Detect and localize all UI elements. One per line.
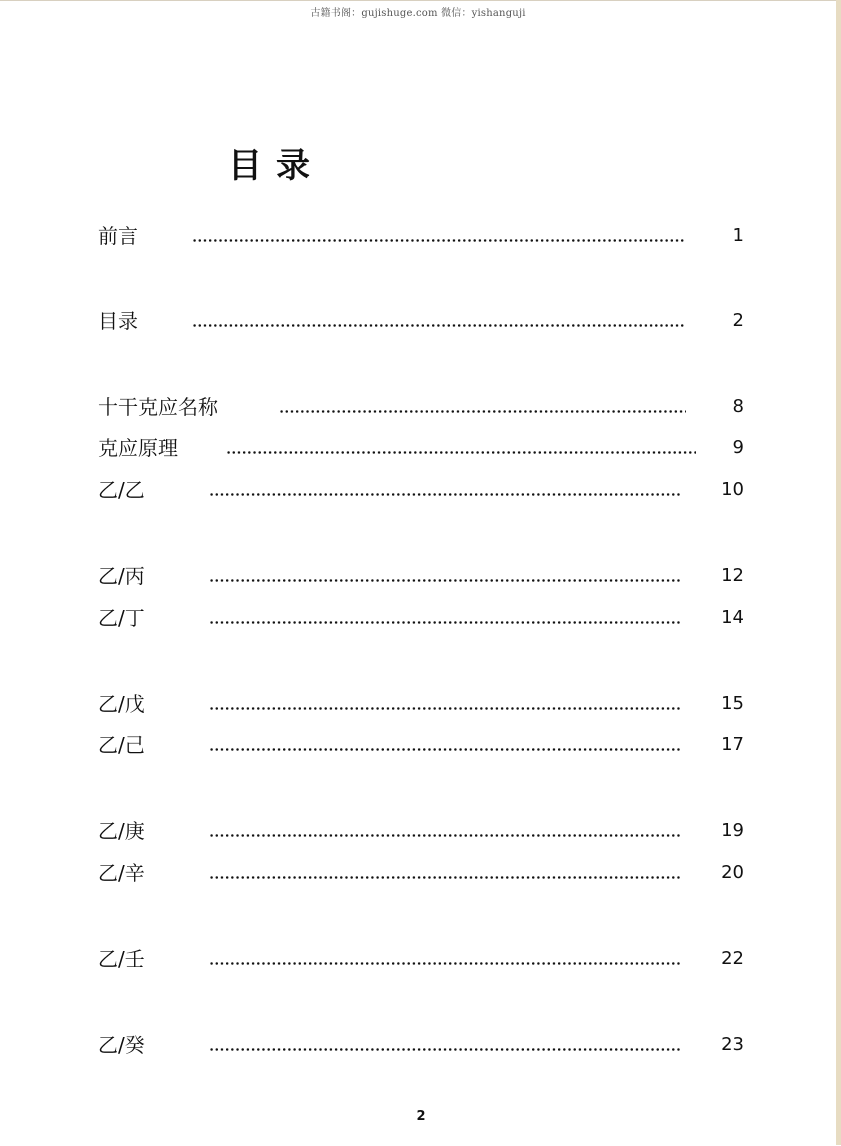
toc-dot-leader bbox=[192, 239, 686, 242]
toc-dot-leader bbox=[209, 748, 681, 751]
toc-dot-leader bbox=[209, 876, 681, 879]
toc-dot-leader bbox=[209, 834, 681, 837]
watermark-header: 古籍书阁：gujishuge.com 微信：yishanguji bbox=[310, 8, 526, 19]
toc-entry-page: 10 bbox=[721, 479, 744, 500]
toc-dot-leader bbox=[209, 579, 681, 582]
toc-entry-label: 乙/癸 bbox=[98, 1033, 145, 1057]
toc-dot-leader bbox=[192, 324, 686, 327]
toc-entry-label: 乙/辛 bbox=[98, 861, 145, 885]
toc-dot-leader bbox=[209, 1048, 681, 1051]
toc-entry-page: 23 bbox=[721, 1034, 744, 1055]
toc-dot-leader bbox=[209, 621, 681, 624]
toc-entry-yi-wu[interactable] bbox=[0, 689, 836, 719]
toc-entry-yi-gui[interactable] bbox=[0, 1030, 836, 1060]
toc-entry-label: 前言 bbox=[98, 224, 138, 248]
toc-entry-label: 乙/己 bbox=[98, 733, 145, 757]
toc-dot-leader bbox=[209, 962, 681, 965]
toc-title: 目录 bbox=[228, 146, 324, 186]
toc-entry-page: 9 bbox=[732, 437, 744, 458]
toc-entry-label: 目录 bbox=[98, 309, 138, 333]
page-number: 2 bbox=[416, 1109, 426, 1124]
toc-entry-page: 12 bbox=[721, 565, 744, 586]
toc-entry-page: 20 bbox=[721, 862, 744, 883]
toc-entry-yi-geng[interactable] bbox=[0, 816, 836, 846]
toc-entry-page: 14 bbox=[721, 607, 744, 628]
toc-entry-yi-yi[interactable] bbox=[0, 475, 836, 505]
toc-entry-page: 1 bbox=[732, 225, 744, 246]
toc-entry-label: 乙/丁 bbox=[98, 606, 145, 630]
toc-entry-page: 19 bbox=[721, 820, 744, 841]
toc-dot-leader bbox=[279, 410, 686, 413]
toc-entry-page: 15 bbox=[721, 693, 744, 714]
toc-dot-leader bbox=[209, 493, 681, 496]
toc-entry-page: 22 bbox=[721, 948, 744, 969]
toc-entry-yi-ji[interactable] bbox=[0, 730, 836, 760]
toc-entry-preface[interactable] bbox=[0, 221, 836, 251]
toc-entry-page: 17 bbox=[721, 734, 744, 755]
toc-dot-leader bbox=[226, 451, 696, 454]
toc-entry-label: 乙/戊 bbox=[98, 692, 145, 716]
toc-dot-leader bbox=[209, 707, 681, 710]
toc-entry-yi-ding[interactable] bbox=[0, 603, 836, 633]
toc-entry-yi-ren[interactable] bbox=[0, 944, 836, 974]
toc-entry-names[interactable] bbox=[0, 392, 836, 422]
toc-entry-yi-xin[interactable] bbox=[0, 858, 836, 888]
toc-entry-yi-bing[interactable] bbox=[0, 561, 836, 591]
toc-entry-label: 乙/乙 bbox=[98, 478, 145, 502]
toc-entry-label: 乙/庚 bbox=[98, 819, 145, 843]
toc-entry-page: 2 bbox=[732, 310, 744, 331]
page-edge bbox=[836, 0, 841, 1145]
toc-entry-label: 乙/壬 bbox=[98, 947, 145, 971]
toc-entry-contents[interactable] bbox=[0, 306, 836, 336]
toc-entry-label: 乙/丙 bbox=[98, 564, 145, 588]
toc-entry-label: 克应原理 bbox=[98, 436, 178, 460]
toc-entry-label: 十干克应名称 bbox=[98, 395, 218, 419]
toc-entry-principle[interactable] bbox=[0, 433, 836, 463]
toc-entry-page: 8 bbox=[732, 396, 744, 417]
